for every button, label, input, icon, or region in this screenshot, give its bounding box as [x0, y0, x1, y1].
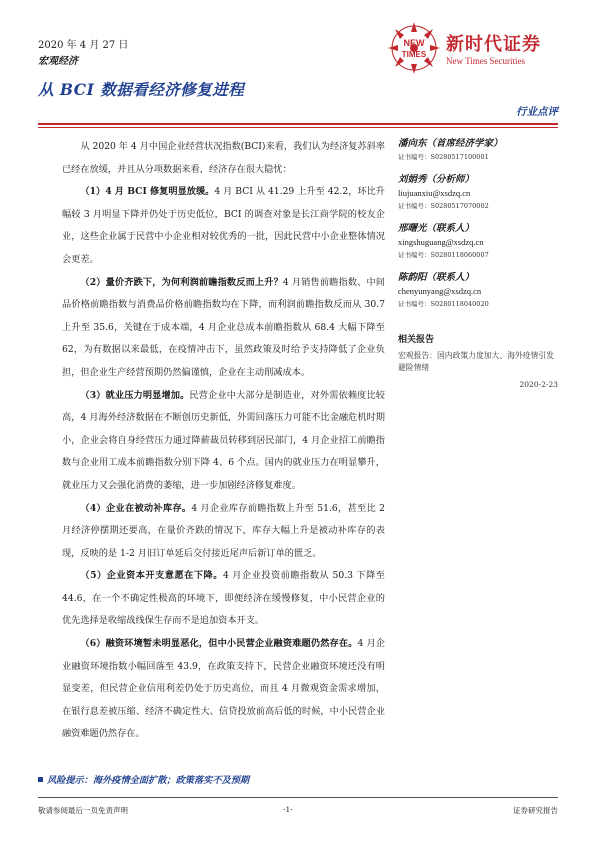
related-report-date: 2020-2-23: [519, 380, 558, 389]
logo-text-bottom: TIMES: [401, 50, 427, 59]
point-paragraph: [62, 498, 385, 566]
point-paragraph: [62, 272, 385, 385]
intro-paragraph: 从 2020 年 4 月中国企业经营状况指数(BCI)来看，我们认为经济复苏斜率已经在放缓，并且从分项数据来看，经济存在很大隐忧：: [62, 141, 385, 175]
author-block: [398, 271, 558, 310]
related-report-item[interactable]: 宏观报告：国内政策力度加大、海外疫情引发避险情绪: [398, 351, 554, 372]
page-number: -1-: [283, 805, 293, 814]
author-email[interactable]: liujuanxiu@xsdzq.cn: [398, 188, 471, 198]
footer-disclaimer[interactable]: 敬请参阅最后一页免责声明: [38, 806, 128, 815]
category-tag: 行业点评: [516, 106, 558, 118]
point-body: 民营企业中大部分是制造业，对外需依赖度比较高，4 月海外经济数据在不断创历史新低，外需回落压力可能不比金融危机时期小，企业会将自身经营压力通过降薪裁员转移到居民部门，4 月企业招工前瞻指数与企业用工成本前瞻指数分别下降 4、6 个点。国内的就业压力在明显攀升，就业压力又会强化消费的萎缩，进一步加剧经济修复难度。: [62, 389, 385, 491]
brand-seal-icon: [383, 20, 445, 76]
main-body: [62, 136, 385, 746]
point-heading: （4）企业在被动补库存。: [80, 502, 192, 514]
header-rule-thin: [38, 127, 558, 128]
point-body: 4 月企业融资环境指数小幅回落至 43.9，在政策支持下，民营企业融资环境还没有明显变差，但民营企业信用利差仍处于历史高位，而且 4 月微观资金需求增加，在银行息差被压缩、经济不确定性大、信贷投放前高后低的时候，中小民营企业融资难题仍然存在。: [62, 638, 385, 740]
point-body: 4 月企业库存前瞻指数上升至 51.6，甚至比 2 月经济停摆期还要高，在量价齐跌的情况下，库存大幅上升是被动补库存的表现，反映的是 1-2 月旧订单延后交付接近尾声后新订单的匮乏。: [62, 502, 385, 559]
author-license: 证书编号：S0280517100001: [398, 153, 489, 161]
sidebar: [398, 137, 558, 389]
point-body: 4 月企业投资前瞻指数从 50.3 下降至 44.6，在一个不确定性极高的环境下，即便经济在缓慢修复，中小民营企业的优先选择是收缩战线保生存而不是追加资本开支。: [62, 570, 385, 627]
author-license: 证书编号：S0280118040020: [398, 300, 489, 308]
report-date: 2020 年 4 月 27 日: [38, 40, 129, 51]
author-name: 邢曙光（联系人）: [398, 223, 475, 234]
related-reports-heading: 相关报告: [398, 335, 435, 345]
point-paragraph: [62, 181, 385, 271]
brand-name-en: New Times Securities: [446, 56, 526, 66]
point-paragraph: [62, 385, 385, 498]
author-license: 证书编号：S0280517070002: [398, 202, 489, 210]
header-rule: [38, 123, 558, 125]
point-heading: （5）企业资本开支意愿在下降。: [80, 570, 223, 582]
footer-doc-type: 证券研究报告: [513, 806, 558, 815]
footer-rule: [38, 797, 558, 798]
brand-name-cn: 新时代证券: [446, 34, 541, 55]
author-block: [398, 222, 558, 261]
point-body: 4 月 BCI 从 41.29 上升至 42.2，环比升幅较 3 月明显下降并仍处于历史低位，BCI 的调查对象是长江商学院的校友企业，这些企业属于民营中小企业相对较优秀的一批，因此民营中小企业整体情况会更差。: [62, 186, 385, 265]
point-body: 4 月销售前瞻指数、中间品价格前瞻指数与消费品价格前瞻指数均在下降，而利润前瞻指数反而从 30.7 上升至 35.6，关键在于成本端，4 月企业总成本前瞻指数从 68.4 大幅下降至 62，为有数据以来最低，在疫情冲击下，虽然政策及时给予支持降低了企业负担，但企业生产经营预期仍然偏谨慎，企业在主动削减成本。: [62, 276, 385, 378]
author-block: [398, 173, 558, 212]
author-name: 陈韵阳（联系人）: [398, 272, 475, 283]
author-block: [398, 137, 558, 163]
risk-text: 风险提示：海外疫情全面扩散；政策落实不及预期: [47, 775, 250, 786]
author-name: 潘向东（首席经济学家）: [398, 138, 503, 149]
point-heading: （6）融资环境暂未明显恶化，但中小民营企业融资难题仍然存在。: [80, 638, 358, 650]
risk-warning: [38, 772, 408, 786]
page-title: 从 BCI 数据看经济修复进程: [38, 80, 245, 99]
author-license: 证书编号：S0280118060007: [398, 251, 489, 259]
point-heading: （3）就业压力明显增加。: [80, 389, 190, 401]
point-paragraph: [62, 565, 385, 633]
author-email[interactable]: chenyunyang@xsdzq.cn: [398, 286, 482, 296]
logo-text-top: NEW: [403, 38, 425, 48]
author-email[interactable]: xingshuguang@xsdzq.cn: [398, 237, 484, 247]
square-bullet-icon: [38, 777, 43, 782]
point-paragraph: [62, 633, 385, 746]
report-type: 宏观经济: [38, 56, 78, 67]
point-heading: （2）量价齐跌下，为何利润前瞻指数反而上升？: [80, 276, 283, 288]
point-heading: （1）4 月 BCI 修复明显放缓。: [80, 186, 215, 198]
author-name: 刘娟秀（分析师）: [398, 174, 475, 185]
